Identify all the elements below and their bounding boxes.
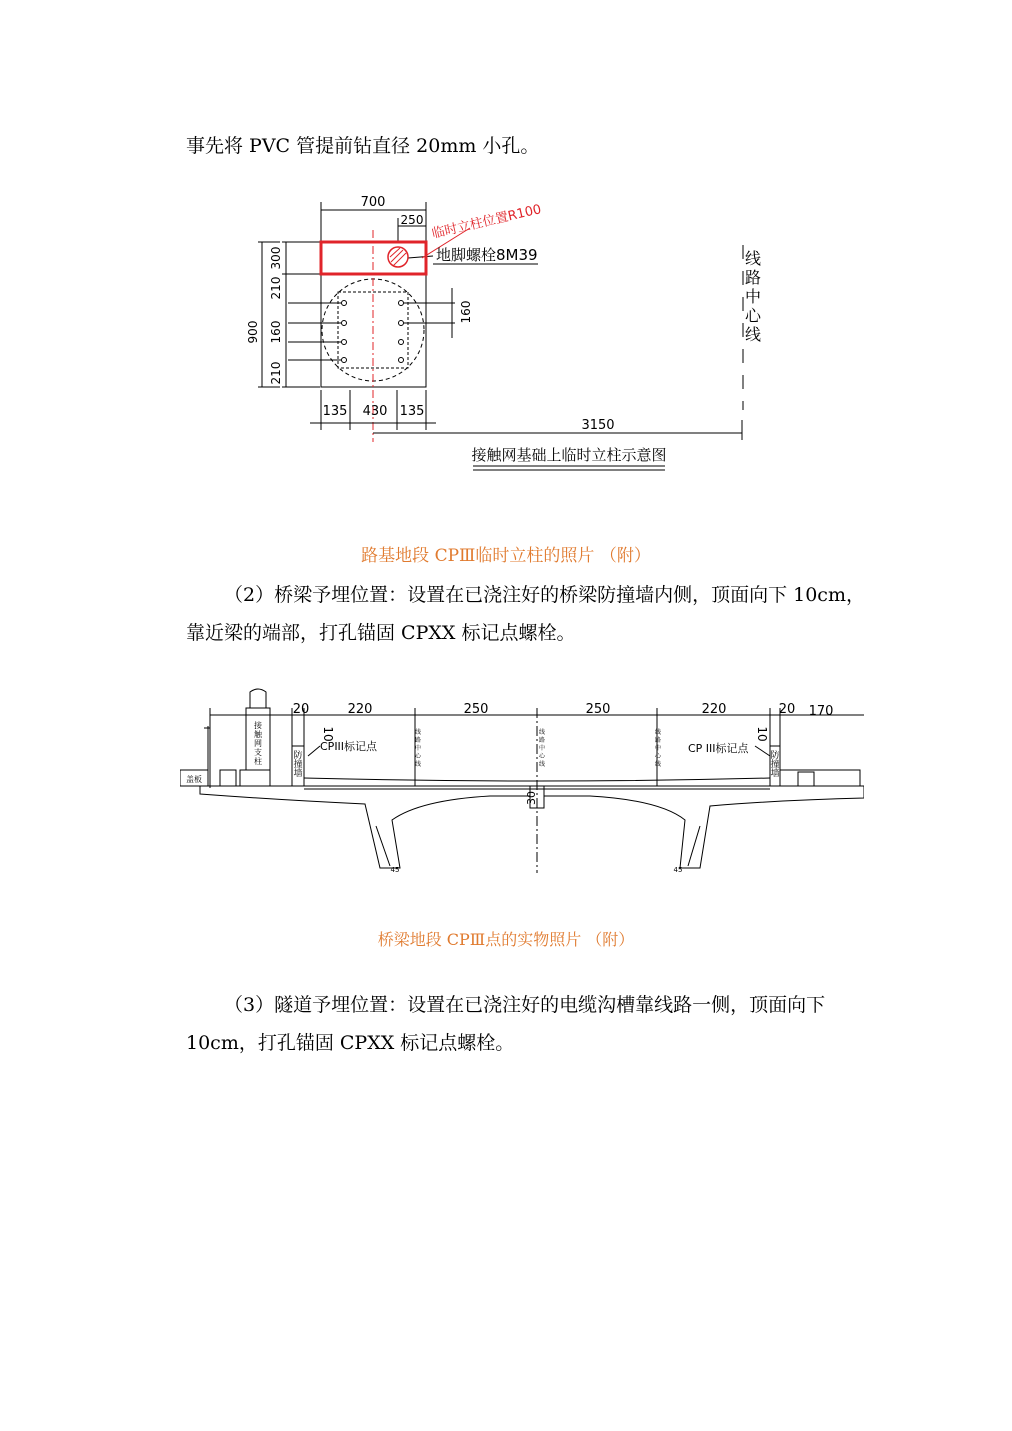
- svg-text:线: 线: [654, 729, 662, 736]
- svg-text:心: 心: [414, 753, 422, 760]
- svg-text:心: 心: [654, 753, 662, 760]
- dim-45-right: 45: [673, 866, 683, 874]
- centerline-label: [745, 249, 762, 344]
- dim-430: 430: [362, 404, 388, 419]
- svg-text:心: 心: [538, 753, 546, 760]
- dim-3150: 3150: [581, 418, 615, 433]
- label-bolt: 地脚螺栓8M39: [436, 246, 538, 264]
- bridge-top-dims: [293, 702, 834, 719]
- svg-text:线: 线: [538, 761, 546, 768]
- svg-text:心: 心: [744, 306, 762, 325]
- svg-text:路: 路: [538, 737, 546, 744]
- cover-plate-label: 盖板: [186, 775, 202, 784]
- svg-text:线: 线: [654, 761, 662, 768]
- dim-160-left: 160: [269, 320, 283, 344]
- svg-text:20: 20: [292, 702, 310, 717]
- dim-900: 900: [246, 320, 260, 344]
- svg-text:防: 防: [770, 751, 780, 761]
- paragraph-pvc: 事先将 PVC 管提前钻直径 20mm 小孔。: [186, 135, 540, 157]
- svg-text:柱: 柱: [254, 757, 262, 766]
- svg-text:中: 中: [744, 287, 762, 306]
- svg-text:线: 线: [538, 729, 546, 736]
- wall-label-left: [293, 750, 302, 779]
- dim-300: 300: [269, 246, 283, 270]
- cp-label-left: CPIII标记点: [320, 740, 378, 753]
- svg-text:路: 路: [654, 737, 662, 744]
- svg-text:220: 220: [701, 702, 727, 717]
- wall-label-right: [770, 750, 779, 779]
- svg-text:中: 中: [414, 745, 422, 752]
- dim-210-bottom: 210: [269, 361, 283, 385]
- svg-text:支: 支: [254, 748, 262, 757]
- svg-text:中: 中: [654, 745, 662, 752]
- svg-text:防: 防: [293, 751, 303, 761]
- dim-210-top: 210: [269, 276, 283, 300]
- svg-text:网: 网: [254, 739, 262, 748]
- svg-text:墙: 墙: [770, 769, 780, 779]
- svg-text:线: 线: [744, 249, 762, 268]
- svg-text:线: 线: [414, 729, 422, 736]
- pole-label: [254, 720, 263, 766]
- dim-45-left: 45: [390, 866, 400, 874]
- line-center-right-label: [655, 728, 662, 768]
- dim-700: 700: [360, 195, 386, 210]
- svg-text:250: 250: [585, 702, 611, 717]
- svg-text:220: 220: [347, 702, 373, 717]
- dim-135-left: 135: [322, 404, 348, 419]
- svg-text:170: 170: [808, 704, 834, 719]
- svg-text:墙: 墙: [293, 769, 303, 779]
- caption-subgrade: 路基地段 CPⅢ临时立柱的照片 （附）: [361, 546, 651, 566]
- dim-250: 250: [400, 213, 424, 227]
- line-center-left-label: [415, 728, 422, 768]
- dim-10-left: 10: [321, 726, 335, 742]
- svg-text:线: 线: [414, 761, 422, 768]
- cp-label-right: CP III标记点: [688, 742, 749, 755]
- label-temp-post: 临时立柱位置R100: [430, 202, 543, 242]
- beam-center-label: [539, 728, 546, 768]
- svg-text:中: 中: [538, 745, 546, 752]
- dim-30: 30: [525, 791, 538, 805]
- caption-bridge: 桥梁地段 CPⅢ点的实物照片 （附）: [377, 930, 635, 949]
- svg-text:路: 路: [744, 268, 762, 287]
- paragraph-bridge: （2）桥梁予埋位置：设置在已浇注好的桥梁防撞墙内侧，顶面向下 10cm，靠近梁的端部，打孔锚固 CPXX 标记点螺栓。: [186, 584, 865, 644]
- figure1-title: 接触网基础上临时立柱示意图: [471, 446, 667, 464]
- dim-10-right: 10: [755, 726, 769, 742]
- dim-135-right: 135: [399, 404, 425, 419]
- svg-text:撞: 撞: [293, 760, 303, 770]
- figure-bridge-section: [180, 688, 864, 884]
- svg-text:路: 路: [414, 737, 422, 744]
- dim-160-right: 160: [459, 300, 473, 324]
- figure-temp-post-diagram: [240, 190, 780, 480]
- paragraph-tunnel: （3）隧道予埋位置：设置在已浇注好的电缆沟槽靠线路一侧，顶面向下 10cm，打孔锚固 CPXX 标记点螺栓。: [186, 994, 826, 1054]
- svg-text:接: 接: [254, 721, 262, 730]
- svg-text:20: 20: [778, 702, 796, 717]
- svg-text:250: 250: [463, 702, 489, 717]
- svg-text:触: 触: [254, 730, 262, 739]
- svg-text:线: 线: [744, 325, 762, 344]
- svg-text:撞: 撞: [770, 760, 780, 770]
